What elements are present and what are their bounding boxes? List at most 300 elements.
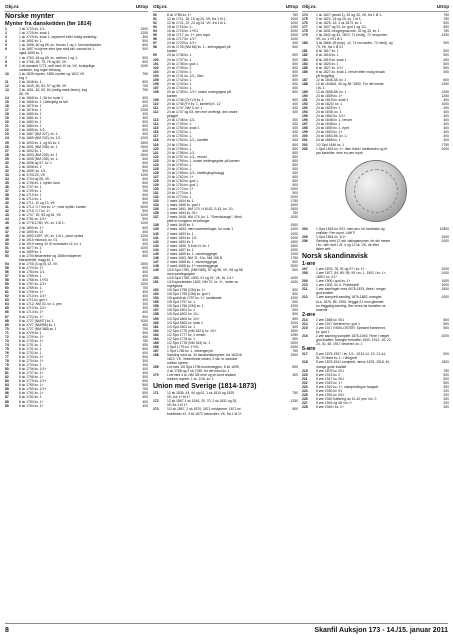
- lot-number: 201: [302, 138, 308, 143]
- lot-description: 8 sk 1783 kv. 1+: [19, 399, 44, 404]
- lot-number: 192: [302, 102, 308, 107]
- price-label: Utrop: [436, 4, 449, 9]
- lot-description: 24 sk 1854-55, kv. 1-: [316, 134, 348, 139]
- lot-description: 2 mark 1654 kv. 1: [167, 239, 194, 244]
- lot-description: 2 sk 1690-1697, VK, kv. 1 til 1, pene nydes: [19, 233, 84, 238]
- lot-number: 40: [5, 201, 9, 206]
- lot-price: 450: [142, 342, 148, 347]
- lot-number: 72: [5, 334, 9, 339]
- lot-description: 1 Spd 1825 kv. 001, med ørn, for kanthakk og: [316, 226, 385, 231]
- lot-number: 160: [153, 320, 159, 325]
- lot-price: 1500: [441, 287, 449, 292]
- lot-price: 400: [292, 134, 298, 139]
- lot-price: 750: [142, 87, 148, 92]
- lot-description: 1 sk 1651 kv. 1-: [19, 39, 43, 44]
- lot-price: 3000: [140, 205, 148, 210]
- lot-number: 77: [5, 355, 9, 359]
- lot-price: 500: [142, 55, 148, 60]
- lot-number: 23: [5, 132, 9, 137]
- lot-price: 400: [142, 294, 148, 299]
- lot-price: 500: [443, 65, 449, 70]
- lot-price: 300: [142, 302, 148, 307]
- lot-price: 750: [142, 387, 148, 392]
- lot-price: 500: [142, 253, 148, 258]
- lot-description: 24 sk 1723 kv. 1/1+: [167, 41, 197, 46]
- lot-description: 2 sk 1698 kv. 1: [19, 164, 42, 169]
- lot-description: 24 sk 1763 kv. 1: [167, 166, 192, 171]
- lot-price: 400: [443, 138, 449, 143]
- column-header: [302, 4, 449, 12]
- lot-price: 500: [292, 53, 298, 58]
- lot-price: 500: [142, 168, 148, 173]
- lot-price: 1500: [140, 144, 148, 149]
- lot-description: 23, 30, 48, 1917 dekteret, kv. 1: [316, 342, 363, 347]
- lot-price: 600: [142, 124, 148, 129]
- lot-number: 184: [302, 61, 308, 66]
- lot-price: 500: [292, 259, 298, 264]
- lot-number: 173: [153, 407, 159, 412]
- lot-description: 8 sk 1714 kv. 1+: [19, 310, 44, 315]
- lot-price: 1000: [441, 267, 449, 272]
- lot-description: 8 sk 1731 kv. 1: [19, 342, 42, 347]
- lot-number: 132: [153, 195, 159, 200]
- lot-price: 600: [443, 77, 449, 82]
- lot-description: 1 Spd 1776 kv. 1+/01: [167, 344, 199, 349]
- lot-price: 500: [292, 81, 298, 86]
- lot-price: 750: [292, 348, 298, 353]
- lot-price: 750: [142, 286, 148, 291]
- lot-number: 175: [302, 17, 308, 22]
- lot-number: 71: [5, 330, 9, 335]
- lot-price: 400: [292, 170, 298, 175]
- lot-price: 750: [142, 338, 148, 343]
- lot-number: 128: [153, 178, 159, 183]
- lot-price: 300: [142, 35, 148, 40]
- lot-number: [302, 247, 316, 251]
- lot-number: 19: [5, 116, 9, 121]
- lot-number: 75: [5, 346, 9, 351]
- lot-price: 500: [292, 324, 298, 329]
- lot-list: [302, 227, 449, 251]
- lot-description: 2 sk 1692 kv. 1: [19, 148, 42, 153]
- lot-number: 56: [5, 270, 9, 275]
- price-label: Utrop: [135, 4, 148, 9]
- lot-price: 400: [292, 126, 298, 131]
- lot-description: 51-70 blant kv. 1- i Ørkgrett: [316, 356, 357, 361]
- lot-price: 500: [443, 61, 449, 66]
- lot-description: også 1655 kv. 1: [19, 51, 43, 56]
- lot-price: 1500: [290, 352, 298, 357]
- lot-description: 2 mark 1663, NM 21, 5 kr, NM 158 B: [167, 255, 223, 260]
- lot-number: 93: [153, 25, 157, 30]
- lot-price: 600: [142, 379, 148, 384]
- lot-price: [436, 247, 449, 251]
- lot-description: 24 sk 1746 (CH VI) kv. 1: [167, 97, 204, 102]
- lot-price: 1500: [140, 140, 148, 145]
- lot-price: 300: [142, 375, 148, 380]
- lot-price: 500: [292, 292, 298, 297]
- lot-description: myntglans: [167, 284, 183, 289]
- lot-price: 400: [142, 241, 148, 246]
- lot-number: 219: [302, 368, 308, 373]
- lot-price: 200: [443, 388, 449, 393]
- lot-number: 210: [302, 283, 308, 288]
- lot-price: 2000: [290, 29, 298, 34]
- lot-price: 1250: [441, 89, 449, 94]
- lot-price: 1500: [290, 328, 298, 333]
- lot-description: varianter, kvg ingen fritsang: [19, 67, 61, 72]
- lot-price: 500: [292, 312, 298, 317]
- coin-photo: [302, 158, 449, 224]
- lot-description: 12 sk 1858-58, kv. 1: [316, 89, 347, 94]
- lot-number: 227: [302, 400, 308, 405]
- lot-number: 88: [5, 399, 9, 404]
- lot-price: 1250: [140, 31, 148, 36]
- lot-description: 8 sk 1818 kv. 1: [316, 53, 339, 58]
- lot-description: 8 sk 1712 kv. 1/1+: [19, 306, 47, 311]
- lot-number: 138: [153, 223, 159, 228]
- lot-price: 800: [292, 365, 298, 370]
- lot-price: 1000: [290, 276, 298, 281]
- lot-description: 2 sk 1778-1780, VK, kv. 1 til 1-: [19, 221, 65, 226]
- lot-number: 142: [153, 239, 159, 244]
- lot-price: 200: [443, 400, 449, 405]
- lot-number: 30: [5, 160, 9, 165]
- lot-description: 24 sk 1752 kv. 1: [167, 130, 192, 135]
- lot-description: 1 Spd 1844 kv. 1/1+: [316, 234, 347, 239]
- lot-price: 1000: [290, 320, 298, 325]
- lot-number: 135: [153, 207, 159, 212]
- lot-number: 162: [153, 328, 159, 333]
- lot-number: 185: [302, 65, 308, 70]
- lot-number: 47: [5, 229, 9, 234]
- section-title: Norsk skandinavisk: [302, 252, 368, 260]
- lot-number: 119: [153, 142, 159, 147]
- lot-description: 8 sk 1731 kv. 1: [19, 346, 42, 351]
- lot-price: 2000: [290, 187, 298, 192]
- lot-description: 2 sk 1822, 24 og 25, kv. 1 til 1-: [316, 17, 362, 22]
- lot-description: 2 sk 1699, kv. 1/1-: [19, 168, 47, 173]
- lot-description: 1/5 Spd 1796 (GM) kv. 1+: [167, 288, 206, 293]
- lot-number: 152: [153, 288, 159, 293]
- lot-description: bl.a. 1876, 85, 1905. Veggjø 21 mnn glimmet: [316, 299, 384, 304]
- lot-description: 8 sk 1723 kv. 1+: [19, 265, 44, 270]
- lot-number: 97: [153, 41, 157, 46]
- lot-price: 500: [292, 336, 298, 341]
- lot-price: 1000: [290, 235, 298, 240]
- lot-description: 2 sk 1910 mnng 10 IO mincaster x2, kv. 1: [19, 241, 82, 246]
- lot-description: 24 sk 1773 kv. 1: [167, 191, 192, 196]
- lot-description: 2 mark 1665 kv. 1, murerlaggegsl: [167, 259, 218, 264]
- lot-number: 129: [153, 182, 159, 187]
- lot-price: 750: [443, 368, 449, 373]
- lot-price: 500: [142, 120, 148, 125]
- lot-number: 17: [5, 108, 9, 113]
- lot-number: 102: [153, 65, 159, 70]
- lot-description: 2 øre 1917 EN/KLOSTER. Spesielt framhevet,: [316, 325, 386, 330]
- lot-number: 189: [302, 89, 308, 94]
- lot-description: 8 sk 1787 kv. 1/1+: [19, 282, 47, 287]
- lot-price: 1000: [290, 215, 298, 220]
- lot-price: 500: [443, 321, 449, 326]
- lot-number: 22: [5, 128, 9, 133]
- lot-description: 24 sk 1742 kv. 1: [167, 77, 192, 82]
- lot-number: 218: [302, 360, 308, 365]
- lot-price: 450: [142, 274, 148, 279]
- lot-price: 500: [142, 265, 148, 270]
- lot-description: 24 sk 1762 kv. 1+: [167, 174, 194, 179]
- lot-number: 69: [5, 322, 9, 327]
- lot-price: 400: [142, 290, 148, 295]
- lot-price: [436, 342, 449, 346]
- lot-description: 12 sk 1711, 18, 19 og 20, VK, fra 1 til 1-: [167, 17, 227, 22]
- lot-number: 81: [5, 371, 9, 376]
- lot-price: 400: [443, 134, 449, 139]
- lot-row-continuation: [302, 308, 449, 312]
- lot-description: 2 mark 1655, S.64a VI, kv. 1: [167, 243, 210, 248]
- lot-price: 500: [292, 69, 298, 74]
- lot-description: 8 sk 1729 kv. 1: [19, 330, 42, 335]
- lot-description: 24 sk 1757 kv. 1/1-, renset: [167, 154, 207, 159]
- lot-number: 31: [5, 164, 9, 169]
- lot-price: 500: [142, 193, 148, 198]
- lot-price: 500: [292, 166, 298, 171]
- lot-number: 157: [153, 308, 159, 313]
- lot-number: 123: [153, 158, 159, 163]
- lot-price: 400: [292, 373, 298, 378]
- lot-description: 2 sk 1825, 42, 1 sk 1873, kv. 1: [316, 21, 362, 26]
- lot-price: 400: [142, 112, 148, 117]
- lot-number: 99: [153, 53, 157, 58]
- lot-description: 8 sk 1727 (NM 388) kv. 1: [19, 326, 57, 331]
- lot-description: 2 mark 1654 kv. 1/1-: [167, 235, 198, 240]
- lot-description: 8 sk 1782 kv. 1: [19, 395, 42, 400]
- lot-description: kanten: [167, 49, 178, 54]
- lot-price: 500: [292, 162, 298, 167]
- lot-number: 126: [153, 170, 159, 175]
- lot-price: 500: [292, 191, 298, 196]
- lot-price: 1000: [290, 296, 298, 301]
- lot-description: 4 sk 1677 kv. 1: [19, 245, 42, 250]
- lot-description: 1 mark 1666 kv. god 1: [167, 203, 201, 208]
- column-1: [5, 4, 148, 408]
- lot-description: 2 sk 1670 kv. 1: [19, 104, 42, 109]
- lot-price: 400: [142, 310, 148, 315]
- lot-number: 194: [302, 110, 308, 115]
- lot-number: 198: [302, 126, 308, 131]
- lot-description: 8 sk 1712, NM 33, kv. 1, pen: [19, 302, 62, 307]
- lot-description: 24 sk 1765 kv. 1/1-, stafferging/bologg: [167, 170, 225, 175]
- lot-number: 61: [5, 290, 9, 295]
- lot-number: 205: [302, 234, 308, 239]
- lot-description: 16 sk 1715 kv. 1-: [167, 25, 193, 30]
- lot-number: 45: [5, 221, 9, 226]
- lot-number: 200: [302, 134, 308, 139]
- lot-number: 46: [5, 225, 9, 230]
- lot-number: 155: [153, 300, 159, 305]
- lot-price: 1500: [140, 27, 148, 32]
- lot-price: 300: [142, 132, 148, 137]
- lot-description: 1 øre 1902, kv. 0, Praktmynt!: [316, 283, 360, 288]
- lot-description: god kvalitet: [316, 291, 334, 296]
- lot-price: 500: [142, 47, 148, 52]
- lot-number: 163: [153, 332, 159, 337]
- lot-description: 8 sk 1710 kv. 1/1+: [19, 294, 47, 299]
- lot-number: 168: [153, 352, 159, 357]
- lot-number: 9: [5, 63, 7, 68]
- lot-description: 2 sk 1747, 52, 53 og 54, VK: [19, 213, 61, 218]
- lot-description: 2 mark 1653, med sammenlinger, kv. svak 1: [167, 227, 234, 232]
- lot-price: 1000: [140, 318, 148, 323]
- lot-description: 2 sk 1690 kv. 1, og 64 kv. 1: [19, 140, 60, 145]
- lot-number: 12: [5, 83, 9, 88]
- lot-description: 2 sk 1709 kv. 1: [19, 189, 42, 194]
- lot-description: 2 sk 1695 (NM 238), kv. 1-: [19, 156, 59, 161]
- lot-price: 900: [443, 41, 449, 46]
- lot-number: 87: [5, 395, 9, 400]
- lot-number: 174: [302, 13, 308, 17]
- lot-number: 7: [5, 55, 7, 60]
- lot-price: 500: [292, 146, 298, 151]
- lot-description: 2 sk 1706 kv. 1, sjelen kant: [19, 180, 60, 185]
- lot-number: 136: [153, 211, 159, 216]
- lot-description: 24 sk 1747 og 53, den ene amfengt, den andre: [167, 110, 238, 115]
- lot-number: 180: [302, 41, 308, 46]
- lot-description: kv. god 1: [316, 329, 330, 334]
- lot-number: 164: [153, 336, 159, 341]
- lot-description: 12 sk 1721, 22, 23 og 24, VK, fra 1 til 1-: [167, 21, 227, 26]
- lot-description: 1 Spd 1786 kv. 1, ortsengmynt: [167, 348, 213, 353]
- lot-description: 3 sk 1868, 69 (mtp), x2, 72 mrcosdler, 72 mtnlj), og: [316, 41, 393, 46]
- lot-price: 1000: [441, 283, 449, 288]
- lot-number: 60: [5, 286, 9, 291]
- lot-description: 24 sk 1754 kv. 1/1-, kantfeil: [167, 138, 209, 143]
- lot-number: 37: [5, 189, 9, 194]
- lot-description: 2 sk 1714, 0-7 mk kv. 1+, med språk i kanten: [19, 205, 87, 210]
- lot-number: 16: [5, 104, 9, 109]
- section-subtitle: 1-øre: [302, 260, 316, 267]
- lot-description: 12 sk 1845-48, kv. 1: [316, 77, 347, 82]
- lot-price: 500: [292, 61, 298, 66]
- lot-description: 8 sk 1706 kv. 1+: [19, 290, 44, 295]
- lot-number: 228: [302, 404, 308, 409]
- lot-number: 115: [153, 126, 159, 131]
- lot-row-continuation: [302, 247, 449, 251]
- lot-description: VK fra 1 til 1+: [167, 403, 188, 408]
- lot-number: 176: [302, 21, 308, 26]
- lot-number: 90: [153, 13, 157, 17]
- lot-number: 172: [153, 399, 159, 404]
- lot-number: 68: [5, 318, 9, 323]
- lot-price: 500: [292, 73, 298, 78]
- lot-number: 42: [5, 209, 9, 214]
- section-title: Union med Sverige (1814-1873): [153, 383, 257, 391]
- lot-number: 195: [302, 114, 308, 119]
- lot-number: 111: [153, 106, 159, 111]
- lot-description: 8 sk 1737 kv. 1+: [19, 371, 44, 376]
- lot-description: 16 sk 1715 kv. 1+/01: [167, 29, 199, 34]
- lot-price: 1500: [290, 247, 298, 252]
- lot-number: 65: [5, 306, 9, 311]
- lot-number: 224: [302, 388, 308, 393]
- lot-number: 217: [302, 352, 308, 357]
- lot-price: 1250: [140, 172, 148, 177]
- lot-description: på forgylling: [316, 73, 335, 78]
- lot-price: 400: [443, 130, 449, 135]
- lot-price: 450: [142, 322, 148, 327]
- lot-description: kvg 1: [19, 75, 28, 80]
- lot-description: 5 øre 1930 kv. 01: [316, 388, 343, 393]
- lot-number: 225: [302, 392, 308, 397]
- lot-description: 2 sk 1684 kv. 1: [19, 124, 42, 129]
- lot-price: 750: [142, 71, 148, 76]
- lot-number: 92: [153, 21, 157, 26]
- lot-number: [153, 377, 167, 381]
- lot-price: 1000: [140, 213, 148, 218]
- lot-number: 209: [302, 279, 308, 284]
- lot-description: 1/5 spd/dl sk 1797 kv. 1+, kantskade: [167, 296, 222, 301]
- lot-number: 120: [153, 146, 159, 151]
- lot-description: 1 sk 1763, 64 og 65, kv. mellom 1 og 1-: [19, 55, 79, 60]
- lot-price: 500: [443, 325, 449, 330]
- lot-price: 1250: [441, 81, 449, 86]
- lot-number: 151: [153, 280, 159, 285]
- lot-price: 500: [142, 59, 148, 64]
- lot-price: 1000: [290, 251, 298, 256]
- lot-description: 2 sk 1711, 12 og 13, VK: [19, 201, 55, 206]
- lot-description: 24 sk 1758 kv. 1/1-: [167, 150, 196, 155]
- lot-description: 1/15 speciedaler 1502, NM 72, kv. 1+, rester av: [167, 280, 239, 285]
- lot-description: 24 sk 1738 kv. god 1: [167, 61, 199, 66]
- lot-price: 750: [142, 189, 148, 194]
- lot-row: [302, 405, 449, 409]
- lot-description: 24 sk 1848, kv. 1: [316, 110, 342, 115]
- lot-price: 300: [292, 118, 298, 123]
- lot-number: 29: [5, 156, 9, 161]
- lot-description: 1 sk 1657 m kjerne eller lyse skrå tall, variant lot 1: [19, 47, 95, 52]
- lot-description: 2 sk 1689 (NM 232), kv. 1/1-: [19, 136, 62, 141]
- section-title: Norske mynter: [5, 13, 55, 20]
- lot-number: 34: [5, 176, 9, 181]
- lot-price: 400: [142, 403, 148, 408]
- lot-price: 400: [292, 110, 298, 115]
- lot-price: 500: [142, 346, 148, 351]
- lot-number: 15: [5, 100, 9, 105]
- lot-description: 5 øre 1875-1941 komplett, minus 1876, 1918, 40,: [316, 360, 391, 365]
- lot-description: 8 sk 1819 kv. svak 1: [316, 57, 347, 62]
- lot-description: 24 sk 1848 kv. 1: [316, 122, 341, 127]
- lot-number: 59: [5, 282, 9, 287]
- lot-number: 125: [153, 166, 159, 171]
- lot-number: 57: [5, 274, 9, 279]
- lot-number: 222: [302, 380, 308, 385]
- lot-price: 1000: [140, 245, 148, 250]
- lot-description: med samlingsgsler: [167, 272, 196, 276]
- lot-description: mellan nynner: [167, 361, 189, 366]
- lot-number: 28: [5, 152, 9, 157]
- lot-price: 500: [142, 209, 148, 214]
- lot-number: 24: [5, 136, 9, 141]
- lot-price: 500: [443, 49, 449, 54]
- lot-number: 98: [153, 45, 157, 50]
- lot-price: 400: [142, 350, 148, 355]
- section-subtitle: 2-øre: [302, 311, 316, 318]
- lot-description: 2 sk 1831 mrcgregnas tolk, 32 og 33, kv. 1: [316, 29, 380, 34]
- lot-number: 204: [302, 226, 308, 231]
- lot-description: 24 sk 1760 kv. 1: [167, 162, 192, 167]
- lot-number: 18: [5, 112, 9, 117]
- lot-description: VK, fra 1+ til 1+: [167, 395, 191, 400]
